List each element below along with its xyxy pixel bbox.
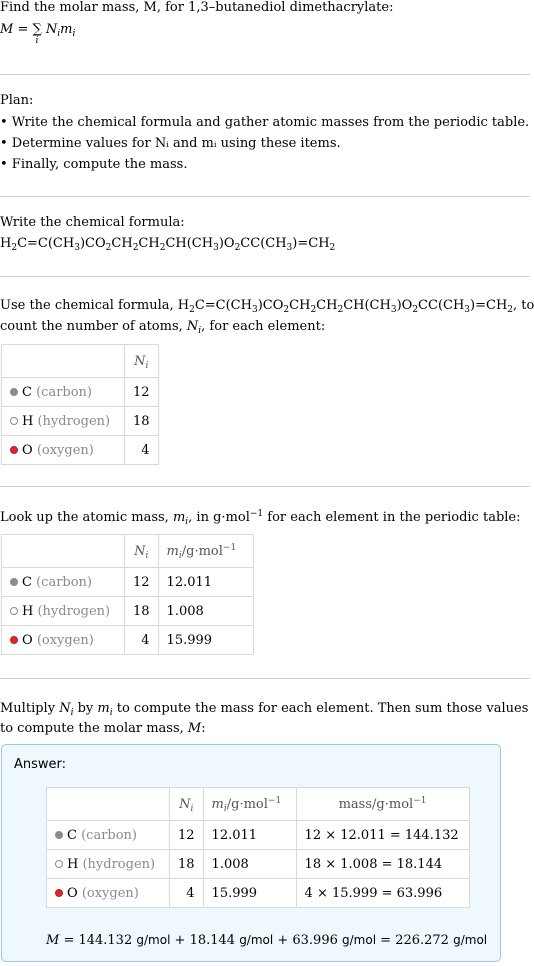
molar-mass-formula: M = ∑ i $N_im_i$	[0, 22, 76, 46]
col-m-header: $m_i/g\cdot mol^{-1}$	[203, 788, 296, 821]
sum-index: i	[35, 36, 39, 46]
count-instructions: Use the chemical formula, $H_2C=C(CH_3)CO_2CH_2CH_2CH(CH_3)O_2CC(CH_3)=CH_2$, to	[0, 298, 534, 315]
col-mass-header: mass/g·mol$^{-1}$	[296, 788, 469, 821]
divider	[0, 486, 530, 487]
table-row: C (carbon) 12 12.011 12 × 12.011 = 144.132	[47, 821, 470, 850]
plan-item-2: • Determine values for Nᵢ and mᵢ using these items.	[0, 136, 341, 151]
carbon-dot-icon	[10, 388, 18, 396]
table-row: C (carbon) 12	[2, 378, 159, 407]
table-row: O (oxygen) 4 15.999	[2, 626, 254, 655]
divider	[0, 196, 530, 197]
multiply-instructions: Multiply $N_i$ by $m_i$ to compute the mass for each element. Then sum those values	[0, 701, 529, 718]
formula-title: Write the chemical formula:	[0, 215, 185, 230]
hydrogen-dot-icon	[10, 607, 18, 615]
table-row: H (hydrogen) 18	[2, 407, 159, 436]
plan-item-1: • Write the chemical formula and gather atomic masses from the periodic table.	[0, 115, 530, 130]
atomic-mass-table	[1, 534, 254, 655]
problem-text: Find the molar mass, M, for 1,3–butanediol dimethacrylate:	[0, 0, 394, 15]
oxygen-dot-icon	[55, 889, 63, 897]
molar-mass-result: M = 144.132 g/mol + 18.144 g/mol + 63.996 g/mol = 226.272 g/mol	[46, 933, 488, 948]
mass-instructions: Look up the atomic mass, $m_i$, in g·mol$^{-1}$ for each element in the periodic table:	[0, 509, 521, 527]
table-header-row	[2, 535, 254, 568]
oxygen-dot-icon	[10, 636, 18, 644]
count-instructions-2: count the number of atoms, $N_i$, for each element:	[0, 319, 326, 336]
table-header-row	[2, 345, 159, 378]
carbon-dot-icon	[10, 578, 18, 586]
table-row: O (oxygen) 4	[2, 436, 159, 465]
plan-item-3: • Finally, compute the mass.	[0, 157, 188, 172]
problem-statement	[0, 0, 393, 15]
col-n-header: $N_i$	[125, 535, 159, 568]
table-header-row	[47, 788, 470, 821]
carbon-dot-icon	[55, 831, 63, 839]
table-row: H (hydrogen) 18 1.008	[2, 597, 254, 626]
col-m-header: $m_i/g\cdot mol^{-1}$	[158, 535, 253, 568]
table-row: H (hydrogen) 18 1.008 18 × 1.008 = 18.144	[47, 850, 470, 879]
multiply-instructions-2: to compute the molar mass, M:	[0, 721, 206, 736]
col-n-header: $N_i$	[170, 788, 204, 821]
hydrogen-dot-icon	[10, 417, 18, 425]
divider	[0, 276, 530, 277]
divider	[0, 678, 530, 679]
chemical-formula: $H_2C=C(CH_3)CO_2CH_2CH_2CH(CH_3)O_2CC(CH_3)=CH_2$	[0, 236, 336, 253]
answer-box	[1, 744, 501, 962]
plan-title: Plan:	[0, 93, 34, 108]
answer-table	[46, 787, 470, 908]
oxygen-dot-icon	[10, 446, 18, 454]
table-row: O (oxygen) 4 15.999 4 × 15.999 = 63.996	[47, 879, 470, 908]
col-n-header: $N_i$	[125, 345, 159, 378]
atom-count-table	[1, 344, 159, 465]
table-row: C (carbon) 12 12.011	[2, 568, 254, 597]
hydrogen-dot-icon	[55, 860, 63, 868]
divider	[0, 74, 530, 75]
answer-label: Answer:	[14, 757, 67, 772]
